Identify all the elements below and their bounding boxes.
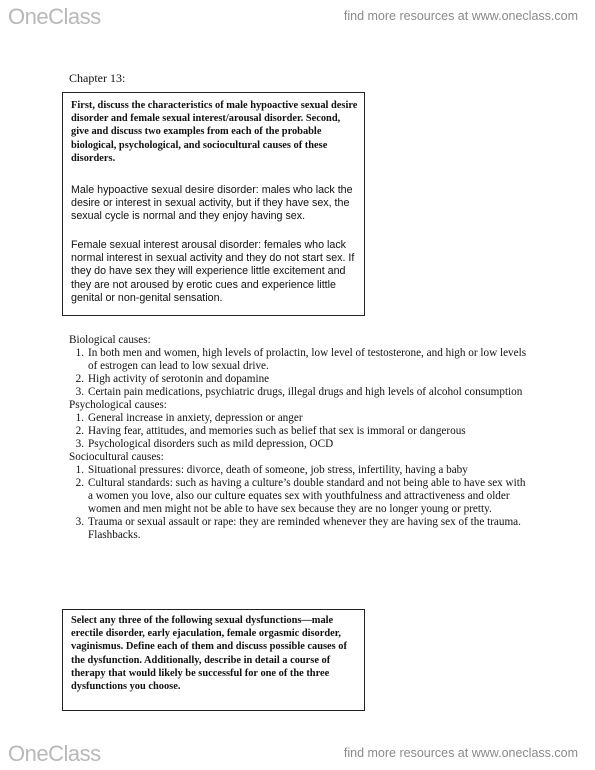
oneclass-logo-text: OneClass <box>8 4 101 29</box>
list-number: 2. <box>75 373 84 385</box>
list-number: 3. <box>75 386 84 398</box>
question-2-text: Select any three of the following sexual dysfunctions—male erectile disorder, early ejaculation, female orgasmic disorder, vaginismus. Define each of them and discuss possible causes of the dysfunction. Additionally, describe in detail a course of therapy that would likely be successful for one of the three dysfunctions you choose. <box>71 615 347 693</box>
list-item <box>70 412 529 425</box>
list-number: 2. <box>75 477 84 489</box>
list-item <box>70 438 529 451</box>
list-text: Situational pressures: divorce, death of someone, job stress, infertility, having a baby <box>88 464 468 476</box>
biological-list <box>69 347 529 399</box>
list-number: 1. <box>75 464 84 476</box>
header-tagline[interactable]: find more resources at www.oneclass.com <box>343 9 578 23</box>
list-item <box>70 347 529 373</box>
list-text: High activity of serotonin and dopamine <box>88 373 270 385</box>
list-text: In both men and women, high levels of prolactin, low level of testosterone, and high or low levels of estrogen can lead to low sexual drive. <box>88 347 527 372</box>
list-text: Cultural standards: such as having a culture’s double standard and not being able to have sex with a women you love, also our culture equates sex with youthfulness and attractiveness and older women and men might not be able to have sex because they are no longer young or pretty. <box>88 477 526 515</box>
sociocultural-list <box>69 464 529 542</box>
list-text: General increase in anxiety, depression or anger <box>88 412 303 424</box>
question-box-2 <box>62 609 365 711</box>
list-item <box>70 425 529 438</box>
list-number: 2. <box>75 425 84 437</box>
answer-female-siad: Female sexual interest arousal disorder: females who lack normal interest in sexual activity and they do not start sex. If they do have sex they will experience little excitement and they are not aroused by erotic cues and experience little genital or non-genital sensation. <box>71 239 355 304</box>
list-item <box>70 477 529 516</box>
list-text: Psychological disorders such as mild depression, OCD <box>88 438 334 450</box>
question-1-text: First, discuss the characteristics of male hypoactive sexual desire disorder and female sexual interest/arousal disorder. Second, give and discuss two examples from each of the probable biological, psychological, and sociocultural causes of these disorders. <box>71 100 358 164</box>
causes-section <box>69 334 529 542</box>
list-item <box>70 373 529 386</box>
list-text: Certain pain medications, psychiatric drugs, illegal drugs and high levels of alcohol consumption <box>88 386 523 398</box>
list-item <box>70 464 529 477</box>
list-text: Trauma or sexual assault or rape: they are reminded whenever they are having sex of the trauma. Flashbacks. <box>88 516 521 541</box>
psychological-heading: Psychological causes: <box>69 399 167 411</box>
list-number: 3. <box>75 516 84 528</box>
oneclass-logo-footer-text: OneClass <box>8 741 101 766</box>
list-item <box>70 386 529 399</box>
list-number: 3. <box>75 438 84 450</box>
chapter-title: Chapter 13: <box>69 71 126 85</box>
answer-male-hsdd: Male hypoactive sexual desire disorder: males who lack the desire or interest in sexual activity, but if they have sex, the sexual cycle is normal and they enjoy having sex. <box>71 184 353 223</box>
oneclass-logo[interactable] <box>8 4 101 30</box>
biological-heading: Biological causes: <box>69 334 151 346</box>
list-number: 1. <box>75 347 84 359</box>
question-box-1 <box>62 92 365 316</box>
psychological-list <box>69 412 529 451</box>
list-text: Having fear, attitudes, and memories such as belief that sex is immoral or dangerous <box>88 425 466 437</box>
footer-tagline[interactable]: find more resources at www.oneclass.com <box>343 746 578 760</box>
oneclass-logo-footer[interactable] <box>8 741 101 767</box>
list-item <box>70 516 529 542</box>
list-number: 1. <box>75 412 84 424</box>
sociocultural-heading: Sociocultural causes: <box>69 451 164 463</box>
